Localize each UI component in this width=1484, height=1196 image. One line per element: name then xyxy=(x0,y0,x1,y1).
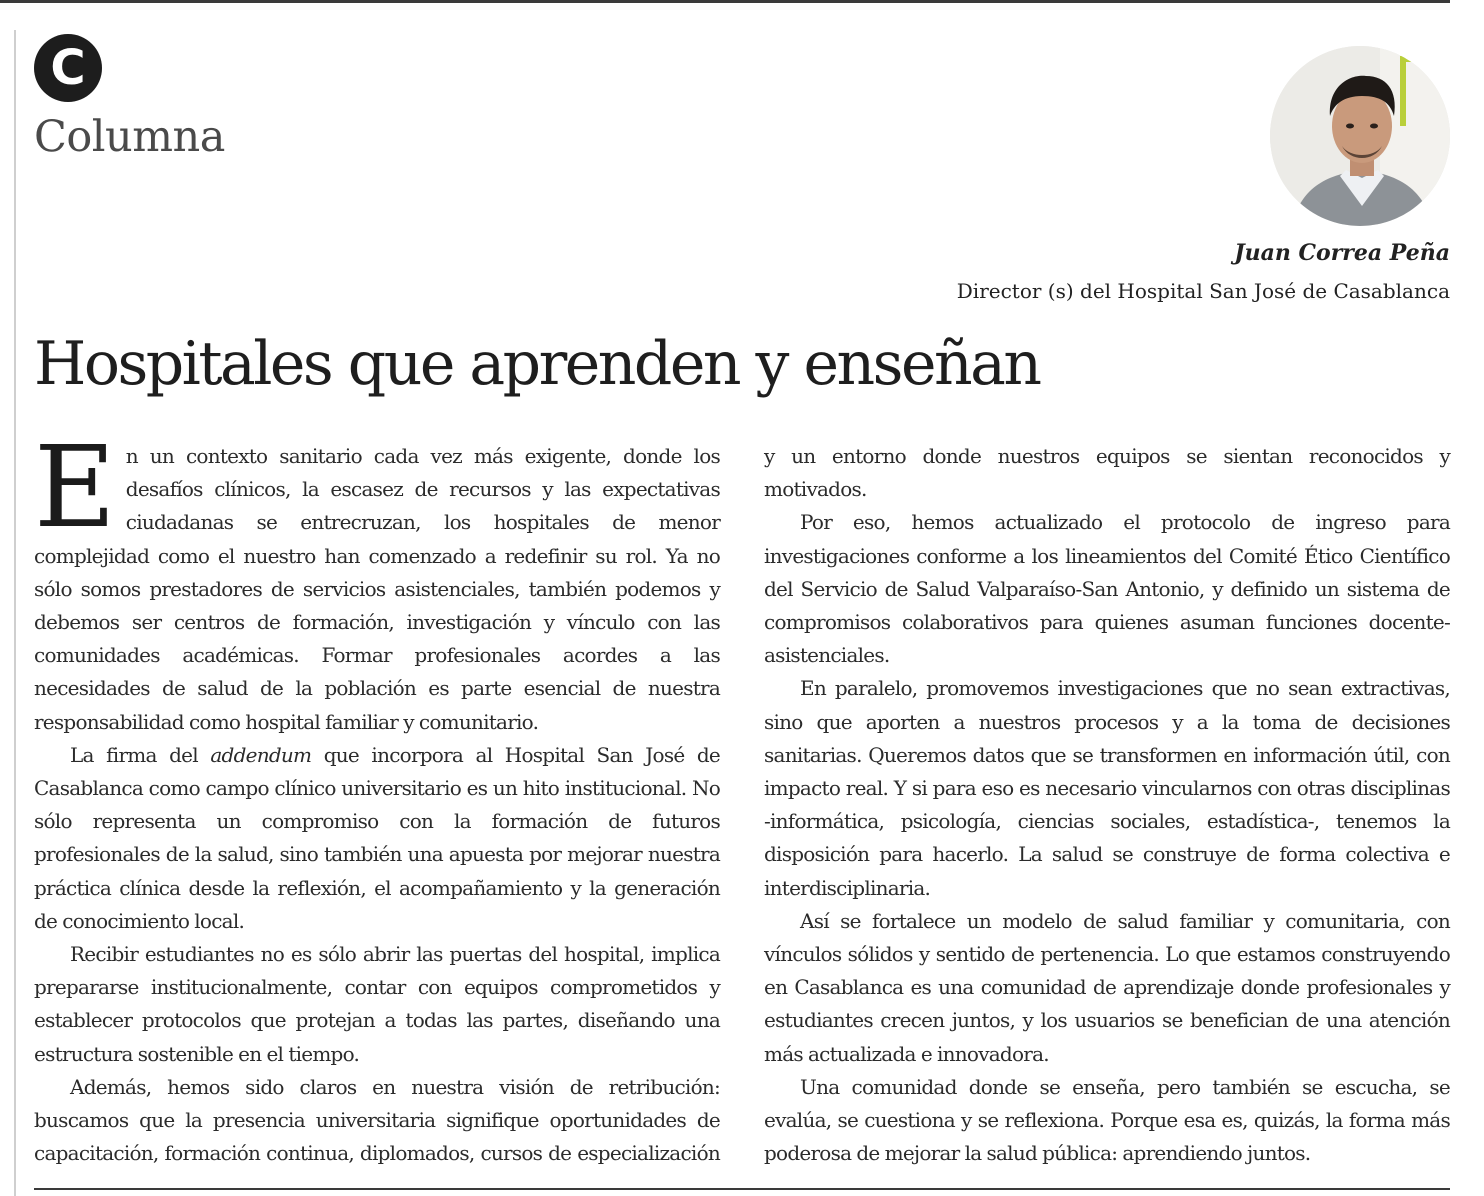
paragraph-1-text: n un contexto sanitario cada vez más exigente, donde los desafíos clínicos, la escasez de recursos y las expectativas ciudadanas se entrecruzan, los hospitales de menor complejidad como el nuestro han comenzado a redefinir su rol. Ya no sólo somos prestadores de servicios asistenciales, también podemos y debemos ser centros de formación, investigación y vínculo con las comunidades académicas. Formar profesionales acordes a las necesidades de salud de la población es parte esencial de nuestra responsabilidad como hospital familiar y comunitario. xyxy=(34,444,720,734)
paragraph-3: Recibir estudiantes no es sólo abrir las puertas del hospital, implica prepararse institucionalmente, contar con equipos comprometidos y establecer protocolos que protejan a todas las partes, diseñando una estructura sostenible en el tiempo. xyxy=(34,942,720,1066)
section-label: Columna xyxy=(34,112,225,162)
headline: Hospitales que aprenden y enseñan xyxy=(34,329,1040,399)
section-badge-letter: C xyxy=(50,40,86,96)
section-badge xyxy=(34,34,102,102)
author-name: Juan Correa Peña xyxy=(1234,240,1450,266)
drop-cap: E xyxy=(34,423,116,553)
bottom-rule xyxy=(34,1188,1450,1190)
author-photo xyxy=(1270,46,1450,226)
top-rule xyxy=(0,0,1450,3)
paragraph-7: Así se fortalece un modelo de salud familiar y comunitaria, con vínculos sólidos y sentido de pertenencia. Lo que estamos construyendo en Casablanca es una comunidad de aprendizaje donde profesionales y estudiantes crecen juntos, y los usuarios se benefician de una atención más actualizada e innovadora. xyxy=(764,908,1450,1066)
paragraph-5: Por eso, hemos actualizado el protocolo de ingreso para investigaciones conforme a los lineamientos del Comité Ético Científico del Servicio de Salud Valparaíso-San Antonio, y definido un sistema de compromisos colaborativos para quienes asuman funciones docente-asistenciales. xyxy=(764,510,1450,668)
article-body xyxy=(34,423,1450,1180)
paragraph-2-text-a: La firma del xyxy=(70,742,211,767)
paragraph-1 xyxy=(34,423,720,739)
author-role: Director (s) del Hospital San José de Casablanca xyxy=(956,279,1450,303)
paragraph-2-text-b: que incorpora al Hospital San José de Casablanca como campo clínico universitario es un hito institucional. No sólo representa un compromiso con la formación de futuros profesionales de la salud, sino también una apuesta por mejorar nuestra práctica clínica desde la reflexión, el acompañamiento y la generación de conocimiento local. xyxy=(34,742,721,933)
paragraph-2-italic: addendum xyxy=(210,742,312,767)
paragraph-8: Una comunidad donde se enseña, pero también se escucha, se evalúa, se cuestiona y se reflexiona. Porque esa es, quizás, la forma más poderosa de mejorar la salud pública: aprendiendo juntos. xyxy=(764,1074,1450,1166)
author-portrait-icon xyxy=(1270,46,1450,226)
column-divider xyxy=(14,30,16,1196)
paragraph-2 xyxy=(34,739,720,938)
paragraph-4: Además, hemos sido claros en nuestra visión de retribución: buscamos que la presencia universitaria signifique oportunidades de capacitación, formación continua, diplomados, cursos de especialización y un entorno donde nuestros equipos se sientan reconocidos y motivados. xyxy=(34,444,1450,1166)
paragraph-6: En paralelo, promovemos investigaciones que no sean extractivas, sino que aporten a nuestros procesos y a la toma de decisiones sanitarias. Queremos datos que se transformen en información útil, con impacto real. Y si para eso es necesario vincularnos con otras disciplinas -informática, psicología, ciencias sociales, estadística-, tenemos la disposición para hacerlo. La salud se construye de forma colectiva e interdisciplinaria. xyxy=(764,676,1450,900)
